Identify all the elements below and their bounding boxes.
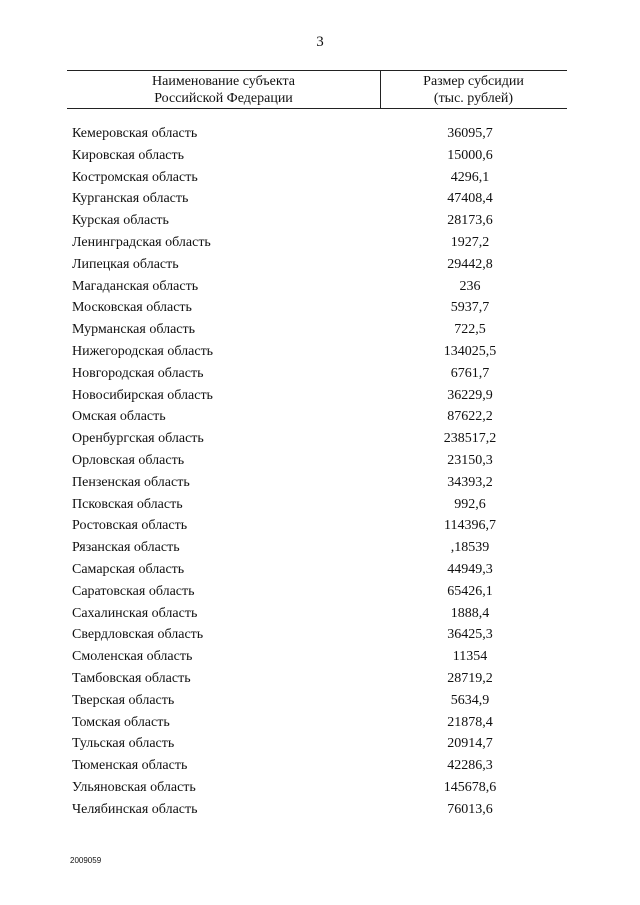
table-row <box>0 232 640 254</box>
subsidy-amount: 11354 <box>452 649 488 665</box>
subsidy-amount: 65426,1 <box>447 583 493 599</box>
table-header-rule <box>67 108 567 109</box>
subsidy-amount: 114396,7 <box>444 518 496 534</box>
column-header-amount <box>380 73 567 107</box>
table-row <box>0 406 640 428</box>
region-name: Тверская область <box>72 692 175 708</box>
table-row <box>0 123 640 145</box>
subsidy-amount: 20914,7 <box>447 736 493 752</box>
subsidy-amount: 722,5 <box>454 322 486 338</box>
subsidy-amount: 145678,6 <box>443 779 497 795</box>
region-name: Пензенская область <box>72 474 190 490</box>
region-name: Курганская область <box>72 191 189 207</box>
table-row <box>0 559 640 581</box>
region-name: Томская область <box>72 714 170 730</box>
table-row <box>0 515 640 537</box>
region-name: Сахалинская область <box>72 605 198 621</box>
subsidy-amount: 5634,9 <box>450 692 490 708</box>
table-row <box>0 603 640 625</box>
table-top-rule <box>67 70 567 71</box>
column-header-amount-line1: Размер субсидии <box>423 74 524 89</box>
table-row <box>0 777 640 799</box>
region-name: Тульская область <box>72 736 175 752</box>
region-name: Омская область <box>72 409 166 425</box>
region-name: Курская область <box>72 213 169 229</box>
region-name: Смоленская область <box>72 649 193 665</box>
region-name: Нижегородская область <box>72 343 214 359</box>
subsidy-amount: 44949,3 <box>447 561 493 577</box>
subsidy-table-body <box>0 123 640 821</box>
table-row <box>0 799 640 821</box>
region-name: Орловская область <box>72 452 185 468</box>
table-row <box>0 450 640 472</box>
subsidy-amount: 34393,2 <box>447 474 493 490</box>
table-row <box>0 733 640 755</box>
subsidy-amount: 36229,9 <box>447 387 493 403</box>
table-row <box>0 341 640 363</box>
column-header-region-line2: Российской Федерации <box>154 91 293 106</box>
region-name: Магаданская область <box>72 278 199 294</box>
subsidy-amount: 6761,7 <box>450 365 490 381</box>
table-row <box>0 254 640 276</box>
subsidy-amount: 87622,2 <box>447 409 493 425</box>
subsidy-amount: 15000,6 <box>447 147 493 163</box>
page-number: 3 <box>316 34 324 50</box>
column-header-amount-line2: (тыс. рублей) <box>433 91 514 106</box>
table-row <box>0 755 640 777</box>
table-row <box>0 167 640 189</box>
table-row <box>0 276 640 298</box>
region-name: Московская область <box>72 300 192 316</box>
table-row <box>0 668 640 690</box>
table-row <box>0 428 640 450</box>
region-name: Псковская область <box>72 496 183 512</box>
region-name: Свердловская область <box>72 627 204 643</box>
table-row <box>0 385 640 407</box>
column-header-region <box>67 73 380 107</box>
region-name: Саратовская область <box>72 583 195 599</box>
region-name: Костромская область <box>72 169 198 185</box>
subsidy-amount: 28173,6 <box>447 213 493 229</box>
subsidy-amount: 23150,3 <box>447 452 493 468</box>
subsidy-amount: 238517,2 <box>443 431 497 447</box>
subsidy-amount: 29442,8 <box>447 256 493 272</box>
table-row <box>0 145 640 167</box>
table-row <box>0 690 640 712</box>
region-name: Оренбургская область <box>72 431 204 447</box>
region-name: Ростовская область <box>72 518 188 534</box>
region-name: Кировская область <box>72 147 185 163</box>
region-name: Кемеровская область <box>72 126 198 141</box>
region-name: Новгородская область <box>72 365 204 381</box>
region-name: Самарская область <box>72 561 185 577</box>
subsidy-amount: 76013,6 <box>447 801 493 817</box>
region-name: Ульяновская область <box>72 779 196 795</box>
subsidy-amount: 992,6 <box>454 496 486 512</box>
subsidy-amount: 5937,7 <box>450 300 490 316</box>
table-row <box>0 581 640 603</box>
subsidy-amount: ,18539 <box>450 540 490 556</box>
subsidy-amount: 28719,2 <box>447 670 493 686</box>
table-row <box>0 210 640 232</box>
subsidy-amount: 21878,4 <box>447 714 493 730</box>
region-name: Ленинградская область <box>72 234 211 250</box>
table-row <box>0 188 640 210</box>
region-name: Рязанская область <box>72 540 180 556</box>
table-row <box>0 537 640 559</box>
region-name: Тюменская область <box>72 758 188 774</box>
subsidy-amount: 236 <box>459 278 481 294</box>
table-row <box>0 646 640 668</box>
subsidy-amount: 42286,3 <box>447 758 493 774</box>
region-name: Липецкая область <box>72 256 179 272</box>
document-code: 2009059 <box>70 856 102 865</box>
subsidy-amount: 36095,7 <box>447 126 493 141</box>
subsidy-amount: 134025,5 <box>443 343 497 359</box>
subsidy-amount: 36425,3 <box>447 627 493 643</box>
table-row <box>0 297 640 319</box>
table-row <box>0 494 640 516</box>
table-row <box>0 319 640 341</box>
region-name: Мурманская область <box>72 322 196 338</box>
region-name: Челябинская область <box>72 801 198 817</box>
subsidy-amount: 47408,4 <box>447 191 493 207</box>
table-row <box>0 624 640 646</box>
region-name: Новосибирская область <box>72 387 213 403</box>
subsidy-amount: 1927,2 <box>450 234 490 250</box>
region-name: Тамбовская область <box>72 670 191 686</box>
table-row <box>0 472 640 494</box>
subsidy-amount: 1888,4 <box>450 605 490 621</box>
column-header-region-line1: Наименование субъекта <box>152 74 295 89</box>
subsidy-amount: 4296,1 <box>450 169 490 185</box>
table-row <box>0 363 640 385</box>
table-row <box>0 712 640 734</box>
